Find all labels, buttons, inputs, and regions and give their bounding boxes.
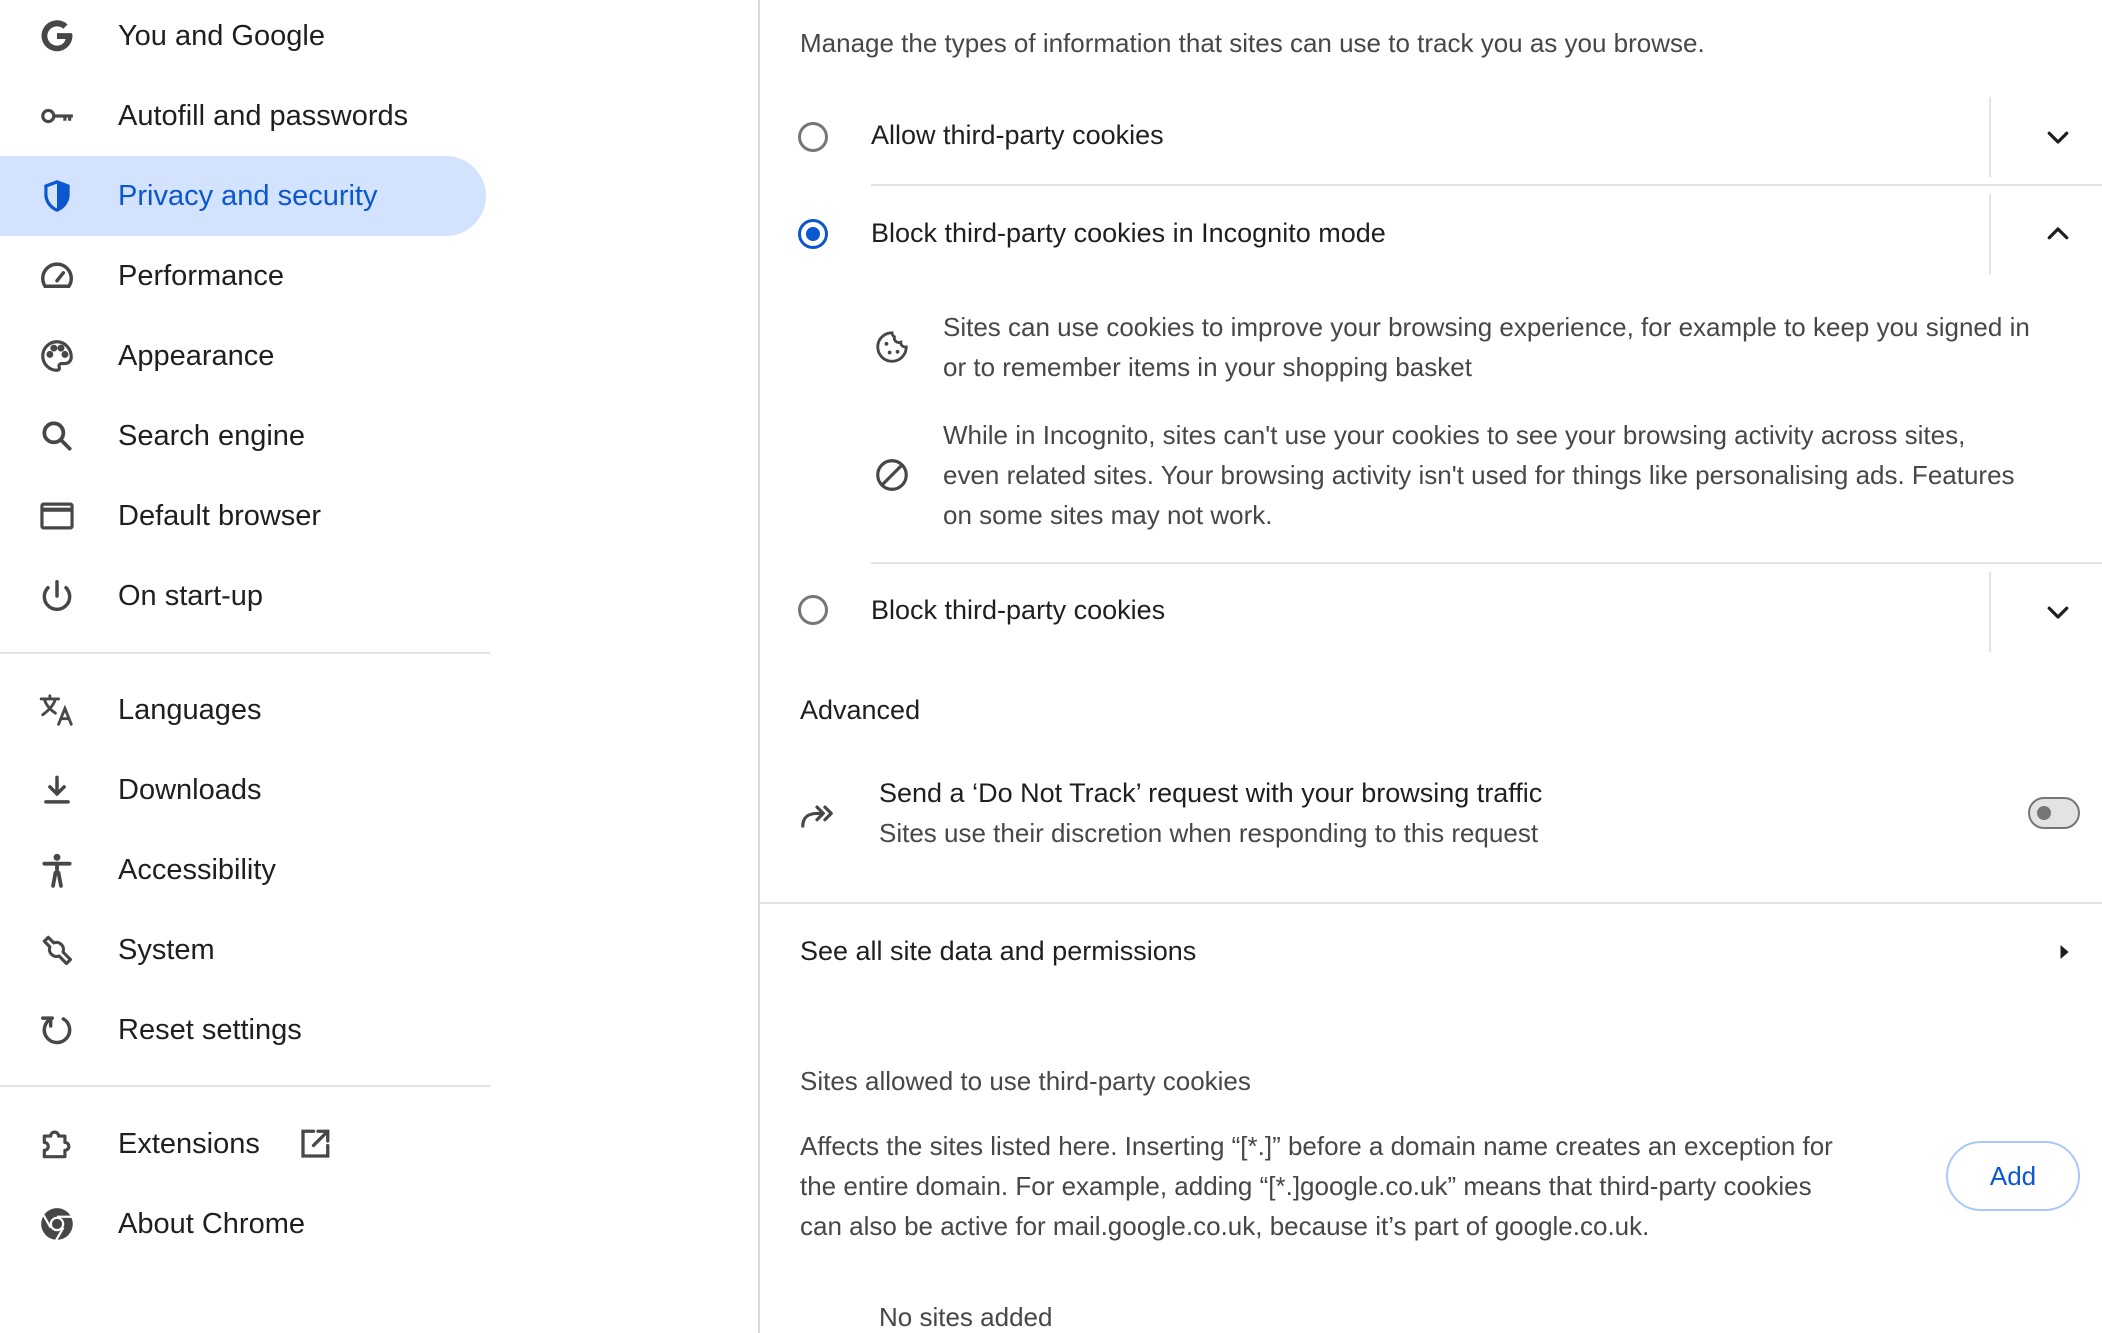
cookie-icon [873,328,911,366]
puzzle-icon [38,1125,76,1163]
shield-icon [38,177,76,215]
arrow-right-icon [2050,938,2078,966]
chrome-icon [38,1205,76,1243]
radio-block-incognito[interactable] [798,219,828,249]
translate-icon [38,691,76,729]
key-icon [38,97,76,135]
accessibility-icon [38,851,76,889]
detail-text-cookies [943,307,2093,387]
sidebar-item-privacy-and-security[interactable] [0,156,486,236]
cookies-settings-panel [760,0,2102,1333]
option-label-allow[interactable]: Allow third-party cookies [871,120,1164,150]
sidebar-item-system[interactable] [0,910,486,990]
radio-allow-third-party-cookies[interactable] [798,122,828,152]
option-divider [871,562,2102,564]
description-line: Affects the sites listed here. Inserting “[*.]” before a domain name creates an exception for [800,1131,1833,1161]
description-line: can also be active for mail.google.co.uk, because it’s part of google.co.uk. [800,1211,1650,1241]
sidebar-item-you-and-google[interactable] [0,0,486,76]
sidebar-item-label: Search engine [118,419,306,452]
speedometer-icon [38,257,76,295]
description-line: the entire domain. For example, adding “[*.]google.co.uk” means that third-party cookies [800,1171,1812,1201]
detail-text-incognito [943,415,2093,535]
open-in-new-icon[interactable] [297,1126,333,1162]
allowed-sites-description [800,1126,1920,1246]
radio-block-third-party-cookies[interactable] [798,595,828,625]
advanced-heading: Advanced [800,695,921,725]
see-all-site-data-link[interactable] [760,904,2102,1000]
sidebar-item-search-engine[interactable] [0,396,486,476]
google-g-icon [38,17,76,55]
option-label-block-incognito[interactable]: Block third-party cookies in Incognito mode [871,218,1386,248]
toggle-knob [2037,806,2051,820]
no-sites-added-text: No sites added [879,1302,1053,1332]
sidebar-item-label: You and Google [118,19,325,52]
do-not-track-subtitle: Sites use their discretion when responding to this request [879,818,1539,848]
sidebar-item-languages[interactable] [0,670,486,750]
sidebar-item-accessibility[interactable] [0,830,486,910]
detail-line: or to remember items in your shopping basket [943,352,1472,382]
sidebar-item-label: Performance [118,259,285,292]
option-label-block[interactable]: Block third-party cookies [871,595,1166,625]
option-separator [1989,97,1991,177]
sidebar-item-label: Reset settings [118,1013,302,1046]
palette-icon [38,337,76,375]
sidebar-item-label: Accessibility [118,853,276,886]
sidebar-item-reset-settings[interactable] [0,990,486,1070]
allowed-sites-heading: Sites allowed to use third-party cookies [800,1066,1251,1096]
sidebar-item-extensions[interactable] [0,1104,486,1184]
browser-window-icon [38,497,76,535]
sidebar-item-label: Languages [118,693,262,726]
sidebar-item-label: Downloads [118,773,262,806]
site-data-link-label: See all site data and permissions [800,936,1197,966]
sidebar-item-about-chrome[interactable] [0,1184,486,1264]
sidebar-item-autofill[interactable] [0,76,486,156]
option-divider [871,184,2102,186]
sidebar-item-label: Appearance [118,339,275,372]
download-icon [38,771,76,809]
block-icon [873,456,911,494]
sidebar-item-label: Default browser [118,499,322,532]
chevron-up-icon[interactable] [2043,219,2073,249]
sidebar-item-label: About Chrome [118,1207,305,1240]
option-separator [1989,194,1991,274]
chevron-down-icon[interactable] [2043,122,2073,152]
forward-arrow-icon [798,796,836,834]
sidebar-item-downloads[interactable] [0,750,486,830]
sidebar-item-default-browser[interactable] [0,476,486,556]
sidebar-divider [0,652,490,654]
intro-text: Manage the types of information that sites can use to track you as you browse. [800,28,1705,58]
option-separator [1989,572,1991,652]
sidebar-item-performance[interactable] [0,236,486,316]
settings-sidebar [0,0,490,1333]
detail-line: on some sites may not work. [943,500,1273,530]
sidebar-item-label: Autofill and passwords [118,99,409,132]
detail-line: While in Incognito, sites can't use your cookies to see your browsing activity across sites, [943,420,1966,450]
reset-icon [38,1011,76,1049]
search-icon [38,417,76,455]
do-not-track-title: Send a ‘Do Not Track’ request with your browsing traffic [879,778,1543,808]
add-site-button[interactable]: Add [1946,1141,2080,1211]
sidebar-divider [0,1085,490,1087]
sidebar-item-label: System [118,933,215,966]
detail-line: even related sites. Your browsing activity isn't used for things like personalising ads. Features [943,460,2015,490]
chevron-down-icon[interactable] [2043,597,2073,627]
sidebar-item-label: Privacy and security [118,179,378,212]
do-not-track-toggle[interactable] [2028,797,2080,829]
sidebar-item-label: Extensions [118,1127,260,1160]
wrench-icon [38,931,76,969]
detail-line: Sites can use cookies to improve your browsing experience, for example to keep you signed in [943,312,2030,342]
sidebar-item-appearance[interactable] [0,316,486,396]
sidebar-item-on-start-up[interactable] [0,556,486,636]
sidebar-item-label: On start-up [118,579,264,612]
power-icon [38,577,76,615]
